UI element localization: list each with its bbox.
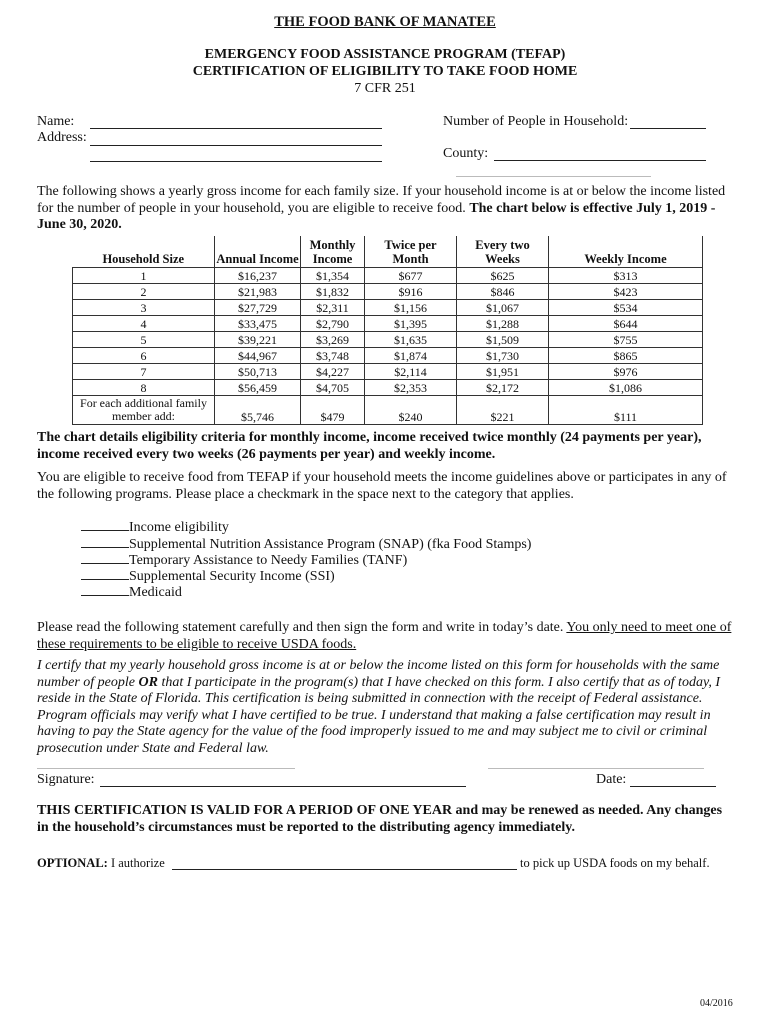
optional-authorization [37,856,165,871]
monthly-income-cell: $1,832 [301,284,365,300]
income-guidelines-table [72,236,703,425]
program-label: Supplemental Security Income (SSI) [129,569,335,584]
weekly-income-cell: $865 [549,348,703,364]
household-size-cell: 5 [73,332,215,348]
checkmark-blank[interactable] [81,535,129,548]
twice-per-month-cell: $1,874 [365,348,457,364]
revision-date: 04/2016 [700,998,733,1009]
eligibility-paragraph: You are eligible to receive food from TEFAP if your household meets the income guidelines above or participates in any of the following programs. Please place a checkmark in the space next to the category that applies. [37,470,727,502]
monthly-income-cell: $2,790 [301,316,365,332]
certification-statement [37,658,737,757]
optional-label: OPTIONAL: [37,856,108,870]
household-size-cell: 2 [73,284,215,300]
requirement-note: You only need to meet one of these requirements to be eligible to receive USDA foods. [37,620,732,652]
monthly-income-cell: $3,269 [301,332,365,348]
household-size-cell: 3 [73,300,215,316]
annual-income-cell: $16,237 [215,268,301,284]
intro-text: The following shows a yearly gross income for each family size. If your household income is at or below the income listed for the number of people in your household, you are eligible to receive food. [37,184,726,216]
certify-or: OR [138,674,158,690]
annual-income-cell: $56,459 [215,380,301,396]
twice-per-month-cell: $916 [365,284,457,300]
household-count-label: Number of People in Household: [443,114,629,129]
additional-two-weeks-cell: $221 [457,396,549,425]
certification-title: CERTIFICATION OF ELIGIBILITY TO TAKE FOOD HOME [192,64,578,79]
household-size-cell: 8 [73,380,215,396]
date-field[interactable] [630,786,716,787]
annual-income-cell: $50,713 [215,364,301,380]
authorized-person-field[interactable] [172,869,517,870]
program-option-medicaid[interactable] [81,583,182,601]
weekly-income-cell: $976 [549,364,703,380]
validity-notice: THIS CERTIFICATION IS VALID FOR A PERIOD OF ONE YEAR and may be renewed as needed. Any changes in the household’s circumstances must be reported to the distributing agency immediately. [37,803,723,835]
every-two-weeks-cell: $846 [457,284,549,300]
address-field-line-1[interactable] [90,145,382,146]
household-size-cell: 1 [73,268,215,284]
annual-income-cell: $33,475 [215,316,301,332]
annual-income-cell: $44,967 [215,348,301,364]
table-row [73,380,703,396]
weekly-income-cell: $1,086 [549,380,703,396]
every-two-weeks-cell: $2,172 [457,380,549,396]
household-size-cell: 7 [73,364,215,380]
signature-field[interactable] [100,786,466,787]
table-row [73,364,703,380]
date-label: Date: [596,772,627,787]
certify-part-1: I certify that my yearly household gross income is at or below the income listed on this form for households with the same number of people [37,658,720,690]
monthly-income-cell: $4,705 [301,380,365,396]
program-title: EMERGENCY FOOD ASSISTANCE PROGRAM (TEFAP) [204,47,566,62]
additional-member-label: For each additional family member add: [73,396,215,425]
twice-per-month-cell: $1,395 [365,316,457,332]
authorize-text: I authorize [110,856,165,870]
name-field[interactable] [90,128,382,129]
program-label: Supplemental Nutrition Assistance Program (SNAP) (fka Food Stamps) [129,537,532,552]
statement-text: Please read the following statement carefully and then sign the form and write in today’s date. [37,620,567,635]
table-row [73,348,703,364]
program-label: Temporary Assistance to Needy Families (TANF) [129,553,408,568]
every-two-weeks-cell: $1,509 [457,332,549,348]
every-two-weeks-cell: $1,951 [457,364,549,380]
table-header-row [73,236,703,268]
organization-title: THE FOOD BANK OF MANATEE [274,14,496,30]
every-two-weeks-cell: $1,730 [457,348,549,364]
address-label: Address: [37,130,87,145]
signature-label: Signature: [37,772,95,787]
weekly-income-cell: $313 [549,268,703,284]
every-two-weeks-cell: $625 [457,268,549,284]
additional-monthly-cell: $479 [301,396,365,425]
twice-per-month-cell: $1,635 [365,332,457,348]
county-guide-line [456,176,651,177]
header-household-size: Household Size [73,236,215,268]
name-label: Name: [37,114,75,129]
checkmark-blank[interactable] [81,567,129,580]
cfr-reference: 7 CFR 251 [354,81,416,96]
checkmark-blank[interactable] [81,583,129,596]
checkmark-blank[interactable] [81,551,129,564]
annual-income-cell: $21,983 [215,284,301,300]
weekly-income-cell: $755 [549,332,703,348]
table-row [73,268,703,284]
monthly-income-cell: $2,311 [301,300,365,316]
intro-paragraph [37,184,737,234]
header-twice-per-month: Twice per Month [365,236,457,268]
header-every-two-weeks: Every two Weeks [457,236,549,268]
monthly-income-cell: $3,748 [301,348,365,364]
weekly-income-cell: $423 [549,284,703,300]
program-option-income[interactable] [81,518,229,536]
twice-per-month-cell: $2,353 [365,380,457,396]
additional-weekly-cell: $111 [549,396,703,425]
annual-income-cell: $39,221 [215,332,301,348]
statement-paragraph [37,620,737,653]
monthly-income-cell: $1,354 [301,268,365,284]
every-two-weeks-cell: $1,067 [457,300,549,316]
header-monthly-income: Monthly Income [301,236,365,268]
table-row [73,300,703,316]
additional-member-row [73,396,703,425]
additional-twice-month-cell: $240 [365,396,457,425]
weekly-income-cell: $534 [549,300,703,316]
weekly-income-cell: $644 [549,316,703,332]
monthly-income-cell: $4,227 [301,364,365,380]
address-field-line-2[interactable] [90,161,382,162]
table-row [73,332,703,348]
household-count-field[interactable] [630,128,706,129]
twice-per-month-cell: $2,114 [365,364,457,380]
household-size-cell: 4 [73,316,215,332]
authorize-suffix: to pick up USDA foods on my behalf. [520,856,710,870]
header-weekly-income: Weekly Income [549,236,703,268]
table-row [73,316,703,332]
county-field[interactable] [494,160,706,161]
every-two-weeks-cell: $1,288 [457,316,549,332]
county-label: County: [443,146,489,161]
chart-note: The chart details eligibility criteria for monthly income, income received twice monthly (24 payments per year), income received every two weeks (26 payments per year) and weekly income. [37,430,702,462]
date-guide-line [488,768,704,769]
table-row [73,284,703,300]
checkmark-blank[interactable] [81,518,129,531]
effective-dates: The chart below is effective July 1, 2019 - June 30, 2020. [37,200,716,232]
certify-part-2: that I participate in the program(s) that I have checked on this form. I also certify that as of today, I reside in the State of Florida. This certification is being submitted in connection with the receipt of Federal assistance. Program officials may verify what I have certified to be true. I understand that making a false certification may result in having to pay the State agency for the value of the food improperly issued to me and may subject me to civil or criminal prosecution under State and Federal law. [37,674,721,756]
twice-per-month-cell: $1,156 [365,300,457,316]
signature-guide-line [37,768,295,769]
annual-income-cell: $27,729 [215,300,301,316]
header-annual-income: Annual Income [215,236,301,268]
additional-annual-cell: $5,746 [215,396,301,425]
household-size-cell: 6 [73,348,215,364]
twice-per-month-cell: $677 [365,268,457,284]
program-label: Medicaid [129,585,182,600]
program-label: Income eligibility [129,520,229,535]
